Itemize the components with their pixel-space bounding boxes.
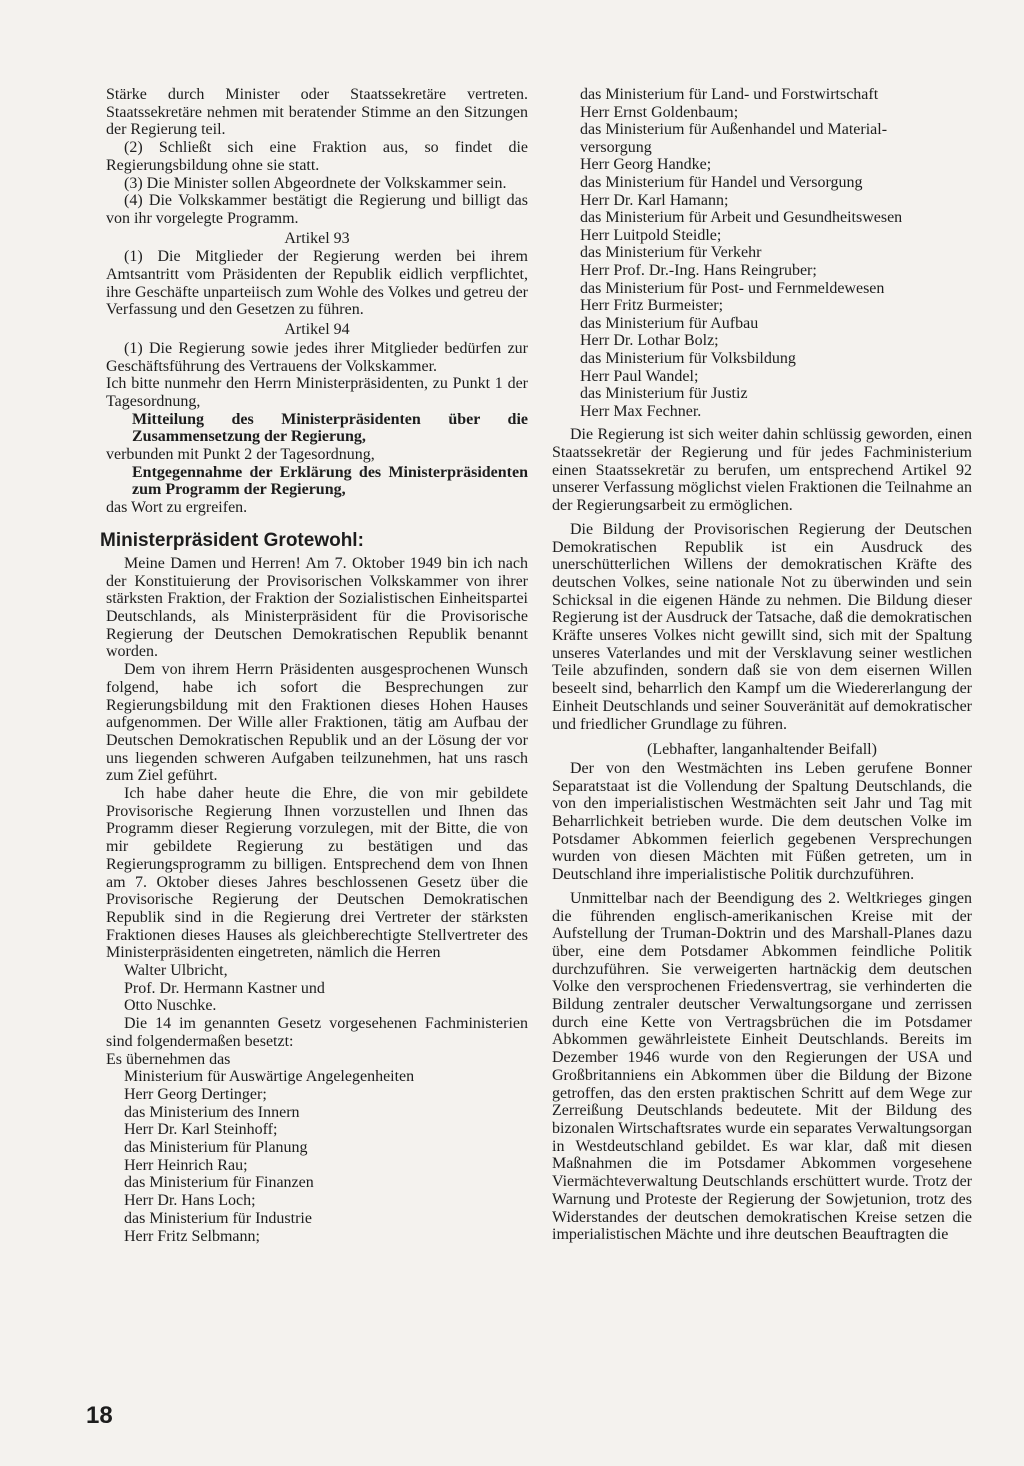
list-item: das Ministerium für Finanzen bbox=[124, 1174, 314, 1192]
paragraph: Der von den Westmächten ins Leben gerufene Bonner Separatstaat ist die Vollendung der Spaltung Deutschlands, die von den imperialistischen Westmächten seit Jahr und Tag mit Beharrlichkeit betrieben wurde. Die dem deutschen Volke im Potsdamer Abkommen feierlich gegebenen Versprechungen wurden von diesen Mächten mit Füßen getreten, um in Deutschland ihre imperialistische Politik durchzuführen. bbox=[552, 759, 972, 884]
list-item: Herr Luitpold Steidle; bbox=[580, 226, 722, 244]
ministry-list bbox=[552, 86, 972, 420]
left-column bbox=[100, 86, 528, 1245]
list-item: das Ministerium für Handel und Versorgung bbox=[580, 173, 863, 191]
list-item: das Ministerium des Innern bbox=[124, 1103, 300, 1121]
paragraph: verbunden mit Punkt 2 der Tagesordnung, bbox=[106, 446, 375, 464]
paragraph: (1) Die Regierung sowie jedes ihrer Mitglieder bedürfen zur Geschäftsführung des Vertrauens der Volkskammer. bbox=[106, 339, 528, 375]
list-item: das Ministerium für Volksbildung bbox=[580, 349, 796, 367]
list-item: das Ministerium für Aufbau bbox=[580, 314, 759, 332]
list-item: Herr Dr. Hans Loch; bbox=[124, 1192, 256, 1210]
paragraph: Die Bildung der Provisorischen Regierung der Deutschen Demokratischen Republik ist ein Ausdruck des unerschütterlichen Willens der demokratischen Kräfte des deutschen Volkes, seine nationale Not zu überwinden und sein Schicksal in die eigenen Hände zu nehmen. Die Bildung dieser Regierung ist der Ausdruck der Tatsache, daß die demokratischen Kräfte unseres Volkes nicht gewillt sind, sich mit der Spaltung unseres Vaterlandes und mit der Versklavung seiner westlichen Teile abzufinden, sondern daß sie von dem eisernen Willen beseelt sind, beharrlich den Kampf um die Wiedererlangung der Einheit Deutschlands und seiner Souveränität auf demokratischer und friedlicher Grundlage zu führen. bbox=[552, 520, 972, 733]
ministry-list bbox=[124, 1068, 528, 1245]
article-heading: Artikel 93 bbox=[284, 229, 350, 247]
speaker-heading: Ministerpräsident Grotewohl: bbox=[100, 529, 364, 551]
deputy-list bbox=[124, 962, 528, 1015]
list-item: Herr Prof. Dr.-Ing. Hans Reingruber; bbox=[580, 261, 817, 279]
list-item: Herr Fritz Selbmann; bbox=[124, 1227, 260, 1245]
list-item: das Ministerium für Planung bbox=[124, 1139, 308, 1157]
paragraph: (2) Schließt sich eine Fraktion aus, so findet die Regierungsbildung ohne sie statt. bbox=[106, 139, 528, 174]
list-item: Prof. Dr. Hermann Kastner und bbox=[124, 979, 325, 997]
list-item: das Ministerium für Land- und Forstwirtschaft bbox=[580, 86, 879, 103]
list-item: Herr Dr. Karl Steinhoff; bbox=[124, 1121, 278, 1139]
applause-note: (Lebhafter, langanhaltender Beifall) bbox=[647, 741, 877, 759]
list-item: Walter Ulbricht, bbox=[124, 962, 228, 980]
paragraph: (4) Die Volkskammer bestätigt die Regierung und billigt das von ihr vorgelegte Programm. bbox=[106, 192, 528, 227]
list-item: Herr Ernst Goldenbaum; bbox=[580, 103, 739, 121]
paragraph: das Wort zu ergreifen. bbox=[106, 499, 248, 517]
list-item: das Ministerium für Post- und Fernmeldewesen bbox=[580, 279, 885, 297]
list-item: Otto Nuschke. bbox=[124, 997, 217, 1015]
list-item: das Ministerium für Arbeit und Gesundheitswesen bbox=[580, 209, 903, 227]
article-heading: Artikel 94 bbox=[284, 321, 350, 339]
paragraph: Stärke durch Minister oder Staatssekretäre vertreten. Staatssekretäre nehmen mit beratender Stimme an den Sitzungen der Regierung teil. bbox=[106, 86, 528, 139]
paragraph: Die 14 im genannten Gesetz vorgesehenen Fachministerien sind folgendermaßen besetzt: bbox=[106, 1015, 528, 1050]
right-column bbox=[552, 86, 972, 1244]
list-item: das Ministerium für Verkehr bbox=[580, 244, 762, 262]
paragraph: Die Regierung ist sich weiter dahin schlüssig geworden, einen Staatssekretär der Regierung und für jedes Fachministerium einen Staatssekretär zu berufen, um entsprechend Artikel 92 unserer Verfassung möglichst vielen Fraktionen die Teilnahme an der Regierungsarbeit zu ermöglichen. bbox=[552, 426, 972, 515]
list-item: das Ministerium für Industrie bbox=[124, 1209, 312, 1227]
agenda-item: Mitteilung des Ministerpräsidenten über die Zusammensetzung der Regierung, bbox=[132, 410, 528, 446]
agenda-item: Entgegennahme der Erklärung des Ministerpräsidenten zum Programm der Regierung, bbox=[132, 463, 528, 499]
spacer bbox=[552, 733, 972, 739]
paragraph: Ich bitte nunmehr den Herrn Ministerpräsidenten, zu Punkt 1 der Tagesordnung, bbox=[106, 375, 528, 410]
list-item: versorgung bbox=[580, 138, 652, 156]
list-item: Herr Fritz Burmeister; bbox=[580, 297, 724, 315]
paragraph: (3) Die Minister sollen Abgeordnete der Volkskammer sein. bbox=[124, 174, 507, 192]
list-item: Herr Heinrich Rau; bbox=[124, 1156, 248, 1174]
list-item: das Ministerium für Justiz bbox=[580, 385, 748, 403]
list-item: Herr Dr. Lothar Bolz; bbox=[580, 332, 719, 350]
list-item: das Ministerium für Außenhandel und Material- bbox=[580, 121, 888, 139]
paragraph: Dem von ihrem Herrn Präsidenten ausgesprochenen Wunsch folgend, habe ich sofort die Besprechungen zur Regierungsbildung mit den Fraktionen dieses Hohen Hauses aufgenommen. Der Wille aller Fraktionen, tätig am Aufbau der Deutschen Demokratischen Republik und an der Lösung der vor uns liegenden schweren Aufgaben teilzunehmen, hat uns rasch zum Ziel geführt. bbox=[106, 661, 528, 785]
paragraph: Ich habe daher heute die Ehre, die von mir gebildete Provisorische Regierung Ihnen vorzustellen und Ihnen das Programm dieser Regierung vorzulegen, mit der Bitte, die von mir gebildete Regierung zu bestätigen und das Regierungsprogramm zu billigen. Entsprechend dem von Ihnen am 7. Oktober dieses Jahres beschlossenen Gesetz über die Provisorische Regierung der Deutschen Demokratischen Republik sind in die Regierung drei Vertreter der stärksten Fraktionen dieses Hauses als gleichberechtigte Stellvertreter des Ministerpräsidenten eingetreten, nämlich die Herren bbox=[106, 785, 528, 962]
paragraph: Unmittelbar nach der Beendigung des 2. Weltkrieges gingen die führenden englisch-amerikanischen Kreise mit der Aufstellung der Truman-Doktrin und des Marshall-Planes dazu über, eine dem Potsdamer Abkommen feindliche Politik durchzuführen. Sie verweigerten hartnäckig dem deutschen Volke den versprochenen Friedensvertrag, sie verhinderten die Bildung zentraler deutscher Verwaltungsorgane und zerrissen durch eine Kette von Vertragsbrüchen die im Potsdamer Abkommen gewährleistete Einheit Deutschlands. Bereits im Dezember 1946 wurde von den Regierungen der USA und Großbritanniens ein Abkommen über die Bildung der Bizone getroffen, das den ersten praktischen Schritt auf dem Wege zur Zerreißung Deutschlands bedeutete. Mit der Bildung des bizonalen Wirtschaftsrates wurde ein separates Verwaltungsorgan in Westdeutschland gebildet. Es war klar, daß mit diesen Maßnahmen die im Potsdamer Abkommen vorgesehene Viermächteverwaltung Deutschlands erschüttert wurde. Trotz der Warnung und Proteste der Regierung der Sowjetunion, trotz des Widerstandes der deutschen demokratischen Kreise setzen die imperialistischen Mächte und ihre deutschen Beauftragten die bbox=[552, 889, 972, 1244]
page-number: 18 bbox=[86, 1402, 113, 1429]
list-item: Herr Dr. Karl Hamann; bbox=[580, 191, 729, 209]
list-item: Herr Max Fechner. bbox=[580, 402, 702, 420]
paragraph: Es übernehmen das bbox=[106, 1050, 231, 1068]
list-item: Ministerium für Auswärtige Angelegenheiten bbox=[124, 1068, 415, 1086]
paragraph: Meine Damen und Herren! Am 7. Oktober 1949 bin ich nach der Konstituierung der Provisorischen Volkskammer von ihrer stärksten Fraktion, der Fraktion der Sozialistischen Einheitspartei Deutschlands, als Ministerpräsident für die Provisorische Regierung der Deutschen Demokratischen Republik benannt worden. bbox=[106, 554, 528, 661]
paragraph: (1) Die Mitglieder der Regierung werden bei ihrem Amtsantritt vom Präsidenten der Republik eidlich verpflichtet, ihre Geschäfte unparteiisch zum Wohle des Volkes und getreu der Verfassung und den Gesetzen zu führen. bbox=[106, 248, 528, 319]
list-item: Herr Georg Dertinger; bbox=[124, 1085, 267, 1103]
list-item: Herr Paul Wandel; bbox=[580, 367, 699, 385]
list-item: Herr Georg Handke; bbox=[580, 156, 712, 174]
